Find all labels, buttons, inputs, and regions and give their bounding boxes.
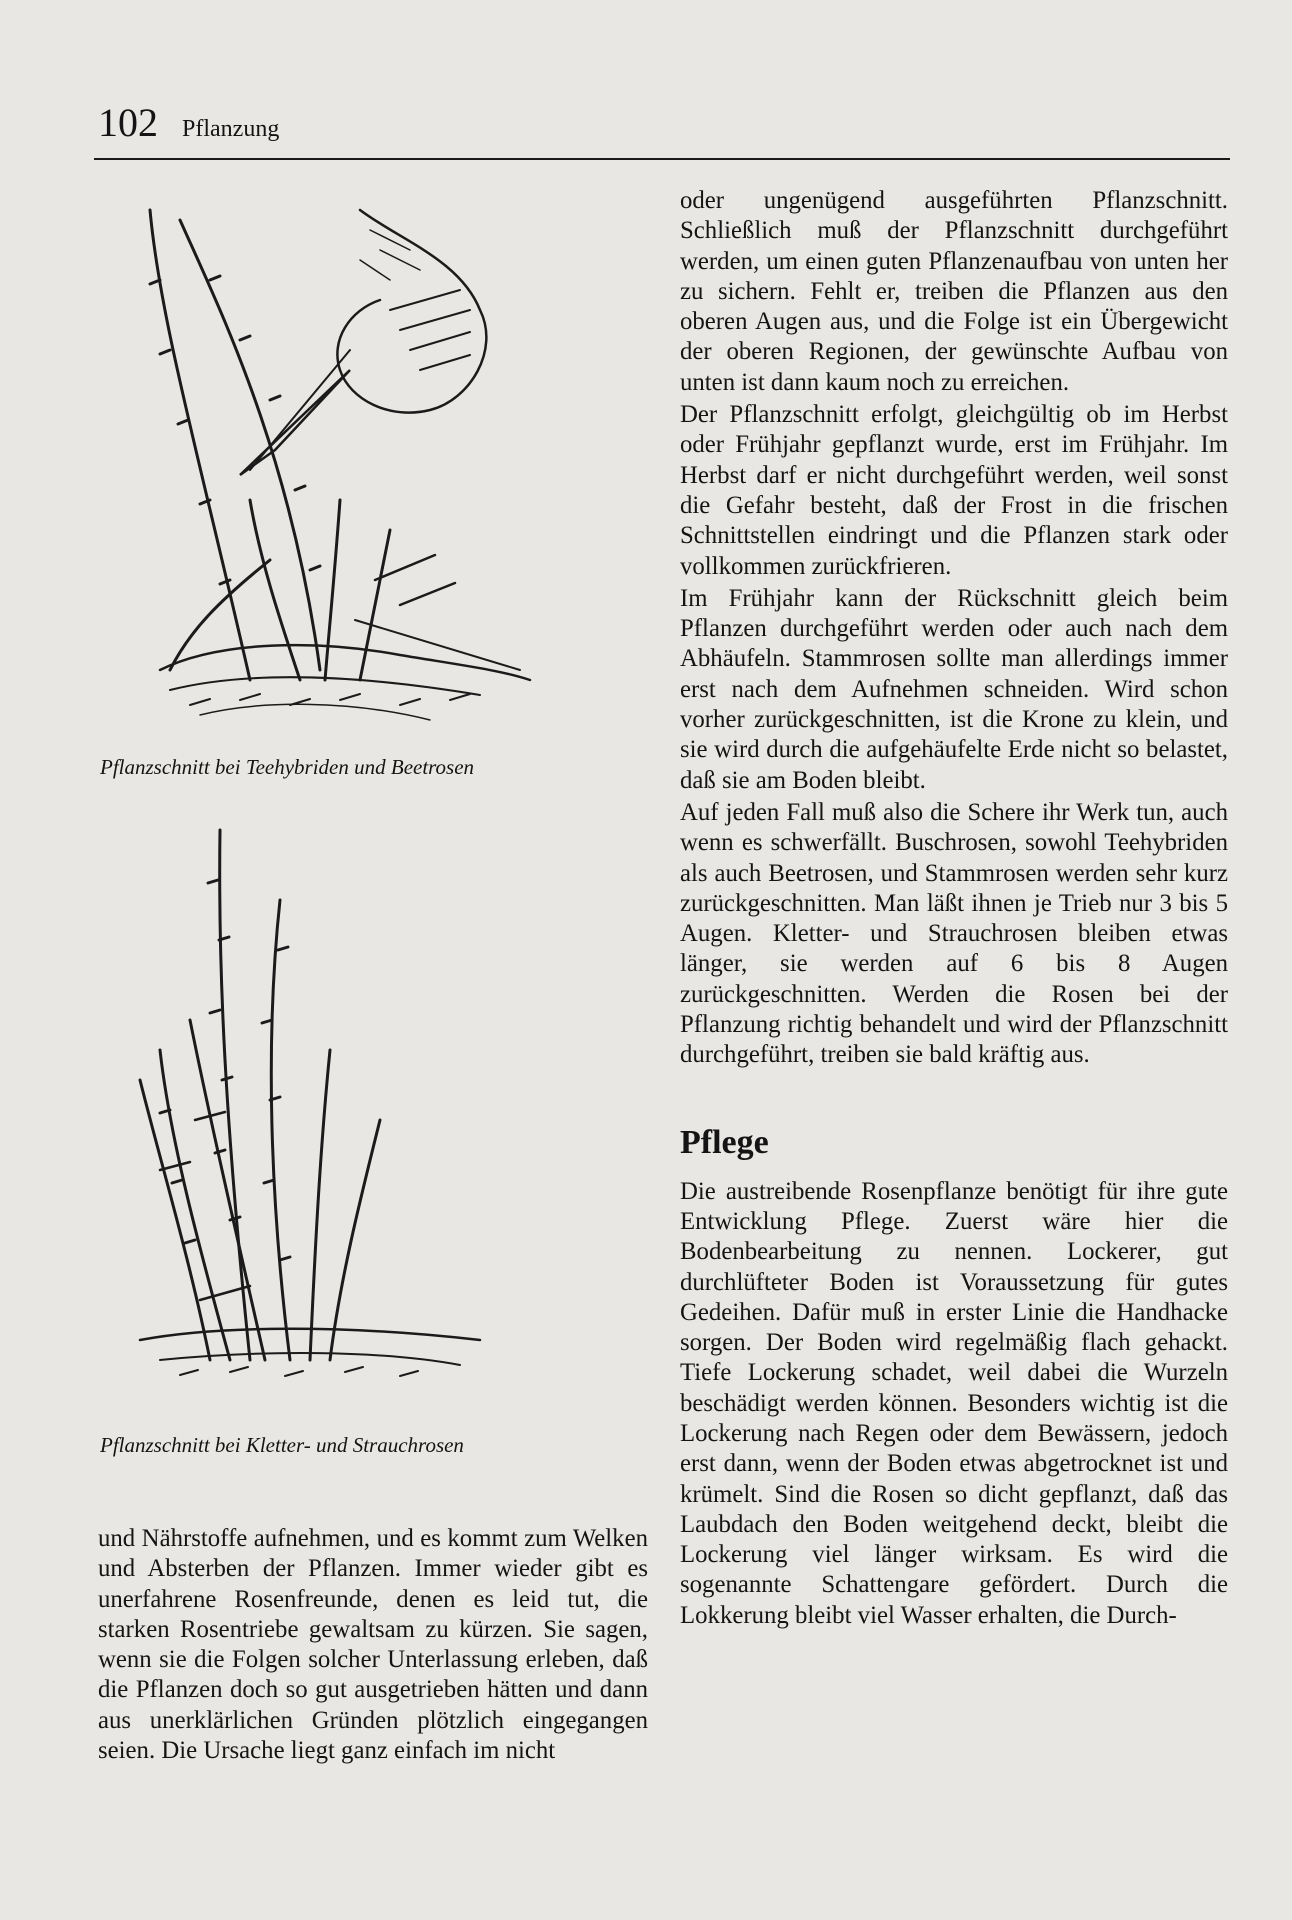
paragraph: Im Frühjahr kann der Rückschnitt gleich beim Pflanzen durchgeführt werden oder auch nach dem Abhäufeln. Stammrosen sollte man allerdings immer erst nach dem Aufnehmen schneiden. Wird schon vorher zurückgeschnitten, ist die Krone zu klein, und sie wird durch die aufgehäufelte Erde nicht so belastet, daß sie am Boden bleibt. <box>680 584 1228 794</box>
page-number: 102 <box>98 100 158 145</box>
section-heading: Pflege <box>680 1123 769 1161</box>
pruned-climbing-rose-illustration <box>100 820 570 1400</box>
left-column-text <box>98 1524 648 1766</box>
figure-pruning-bush-rose <box>100 200 570 740</box>
paragraph: und Nährstoffe aufnehmen, und es kommt zum Welken und Absterben der Pflanzen. Immer wieder gibt es unerfahrene Rosenfreunde, denen es leid tut, die starken Rosentriebe gewaltsam zu kürzen. Sie sagen, wenn sie die Folgen solcher Unterlassung erleben, daß die Pflanzen doch so gut ausgetrieben hätten und dann aus unerklärlichen Gründen plötzlich eingegangen seien. Die Ursache liegt ganz einfach im nicht <box>98 1525 648 1765</box>
paragraph: oder ungenügend ausgeführten Pflanzschnitt. Schließlich muß der Pflanzschnitt durchgeführt werden, um einen guten Pflanzenaufbau von unten her zu sichern. Fehlt er, treiben die Pflanzen aus den oberen Augen aus, und die Folge ist ein Übergewicht der oberen Regionen, der gewünschte Aufbau von unten ist dann kaum noch zu erreichen. <box>680 187 1228 396</box>
figure-caption: Pflanzschnitt bei Kletter- und Strauchrosen <box>100 1433 464 1457</box>
pruning-hand-with-shears-illustration <box>100 200 570 740</box>
figure-caption: Pflanzschnitt bei Teehybriden und Beetrosen <box>100 755 475 779</box>
figure-pruning-climbing-rose <box>100 820 570 1400</box>
paragraph: Auf jeden Fall muß also die Schere ihr Werk tun, auch wenn es schwerfällt. Buschrosen, sowohl Teehybriden als auch Beetrosen, und Stammrosen werden sehr kurz zurückgeschnitten. Man läßt ihnen je Trieb nur 3 bis 5 Augen. Kletter- und Strauchrosen bleiben etwas länger, sie werden auf 6 bis 8 Augen zurückgeschnitten. Werden die Rosen bei der Pflanzung richtig behandelt und wird der Pflanzschnitt durchgeführt, treiben sie bald kräftig aus. <box>680 798 1228 1069</box>
right-column-text <box>680 186 1228 1631</box>
running-head: Pflanzung <box>182 116 280 142</box>
paragraph: Der Pflanzschnitt erfolgt, gleichgültig ob im Herbst oder Frühjahr gepflanzt wurde, erst im Frühjahr. Im Herbst darf er nicht durchgeführt werden, weil sonst die Gefahr besteht, daß der Frost in die frischen Schnittstellen eindringt und die Pflanzen stark oder vollkommen zurückfrieren. <box>680 401 1228 580</box>
paragraph: Die austreibende Rosenpflanze benötigt für ihre gute Entwicklung Pflege. Zuerst wäre hier die Bodenbearbeitung zu nennen. Lockerer, gut durchlüfteter Boden ist Voraussetzung für gutes Gedeihen. Dafür muß in erster Linie die Handhacke sorgen. Der Boden wird regelmäßig flach gehackt. Tiefe Lockerung schadet, weil dabei die Wurzeln beschädigt werden können. Besonders wichtig ist die Lockerung nach Regen oder dem Bewässern, jedoch erst dann, wenn der Boden etwas abgetrocknet ist und krümelt. Sind die Rosen so dicht gepflanzt, daß das Laubdach den Boden weitgehend deckt, bleibt die Lockerung viel länger wirksam. Es wird die sogenannte Schattengare gefördert. Durch die Lokkerung bleibt viel Wasser erhalten, die Durch- <box>680 1177 1228 1629</box>
page-header <box>94 98 1230 160</box>
